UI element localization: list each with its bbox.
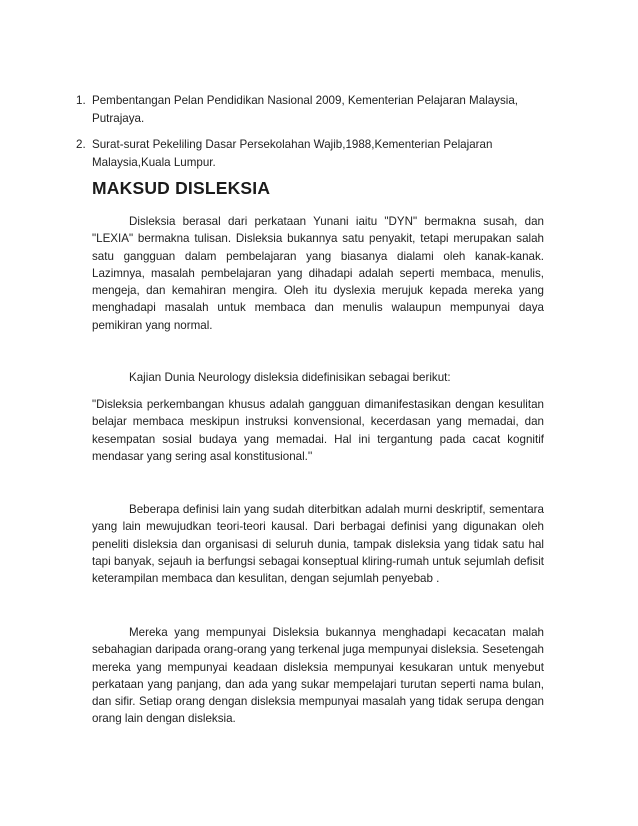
paragraph-definition: Disleksia berasal dari perkataan Yunani iaitu "DYN" bermakna susah, dan "LEXIA" bermakna tulisan. Disleksia bukannya satu penyakit, tetapi merupakan salah satu gangguan dalam pembelajaran yang biasanya dialami oleh kanak-kanak. Lazimnya, masalah pembelajaran yang dihadapi adalah seperti membaca, menulis, mengeja, dan kemahiran mengira. Oleh itu dyslexia merujuk kepada mereka yang menghadapi masalah untuk membaca dan menulis walaupun mempunyai daya pemikiran yang normal. (92, 215, 544, 332)
reference-number: 1. (76, 94, 86, 107)
reference-item-1 (76, 92, 546, 128)
reference-text: Pembentangan Pelan Pendidikan Nasional 2009, Kementerian Pelajaran Malaysia, Putrajaya. (92, 94, 519, 125)
paragraph-people-with-dyslexia: Mereka yang mempunyai Disleksia bukannya menghadapi kecacatan malah sebahagian daripada orang-orang yang terkenal juga mempunyai disleksia. Sesetengah mereka yang mempunyai keadaan disleksia mempunyai kesukaran untuk menyebut perkataan yang panjang, dan ada yang sukar mempelajari turutan seperti nama bulan, dan sifir. Setiap orang dengan disleksia mempunyai masalah yang tidak serupa dengan orang lain dengan disleksia. (92, 626, 544, 726)
paragraph-other-definitions: Beberapa definisi lain yang sudah diterbitkan adalah murni deskriptif, sementara yang lain mewujudkan teori-teori kausal. Dari berbagai definisi yang digunakan oleh peneliti disleksia dan organisasi di seluruh dunia, tampak disleksia yang tidak satu hal tapi banyak, sejauh ia berfungsi sebagai konseptual kliring-rumah untuk sejumlah defisit keterampilan membaca dan kesulitan, dengan sejumlah penyebab . (92, 503, 544, 586)
paragraph-neurology-intro: Kajian Dunia Neurology disleksia didefinisikan sebagai berikut: (129, 371, 451, 384)
reference-number: 2. (76, 138, 86, 151)
reference-item-2 (76, 136, 546, 172)
reference-text: Surat-surat Pekeliling Dasar Persekolahan Wajib,1988,Kementerian Pelajaran Malaysia,Kuala Lumpur. (92, 138, 493, 169)
section-heading: MAKSUD DISLEKSIA (92, 178, 271, 198)
paragraph-quote: "Disleksia perkembangan khusus adalah gangguan dimanifestasikan dengan kesulitan belajar membaca meskipun instruksi konvensional, kecerdasan yang memadai, dan kesempatan sosial budaya yang memadai. Hal ini tergantung pada cacat kognitif mendasar yang sering asal konstitusional.'' (92, 398, 544, 463)
